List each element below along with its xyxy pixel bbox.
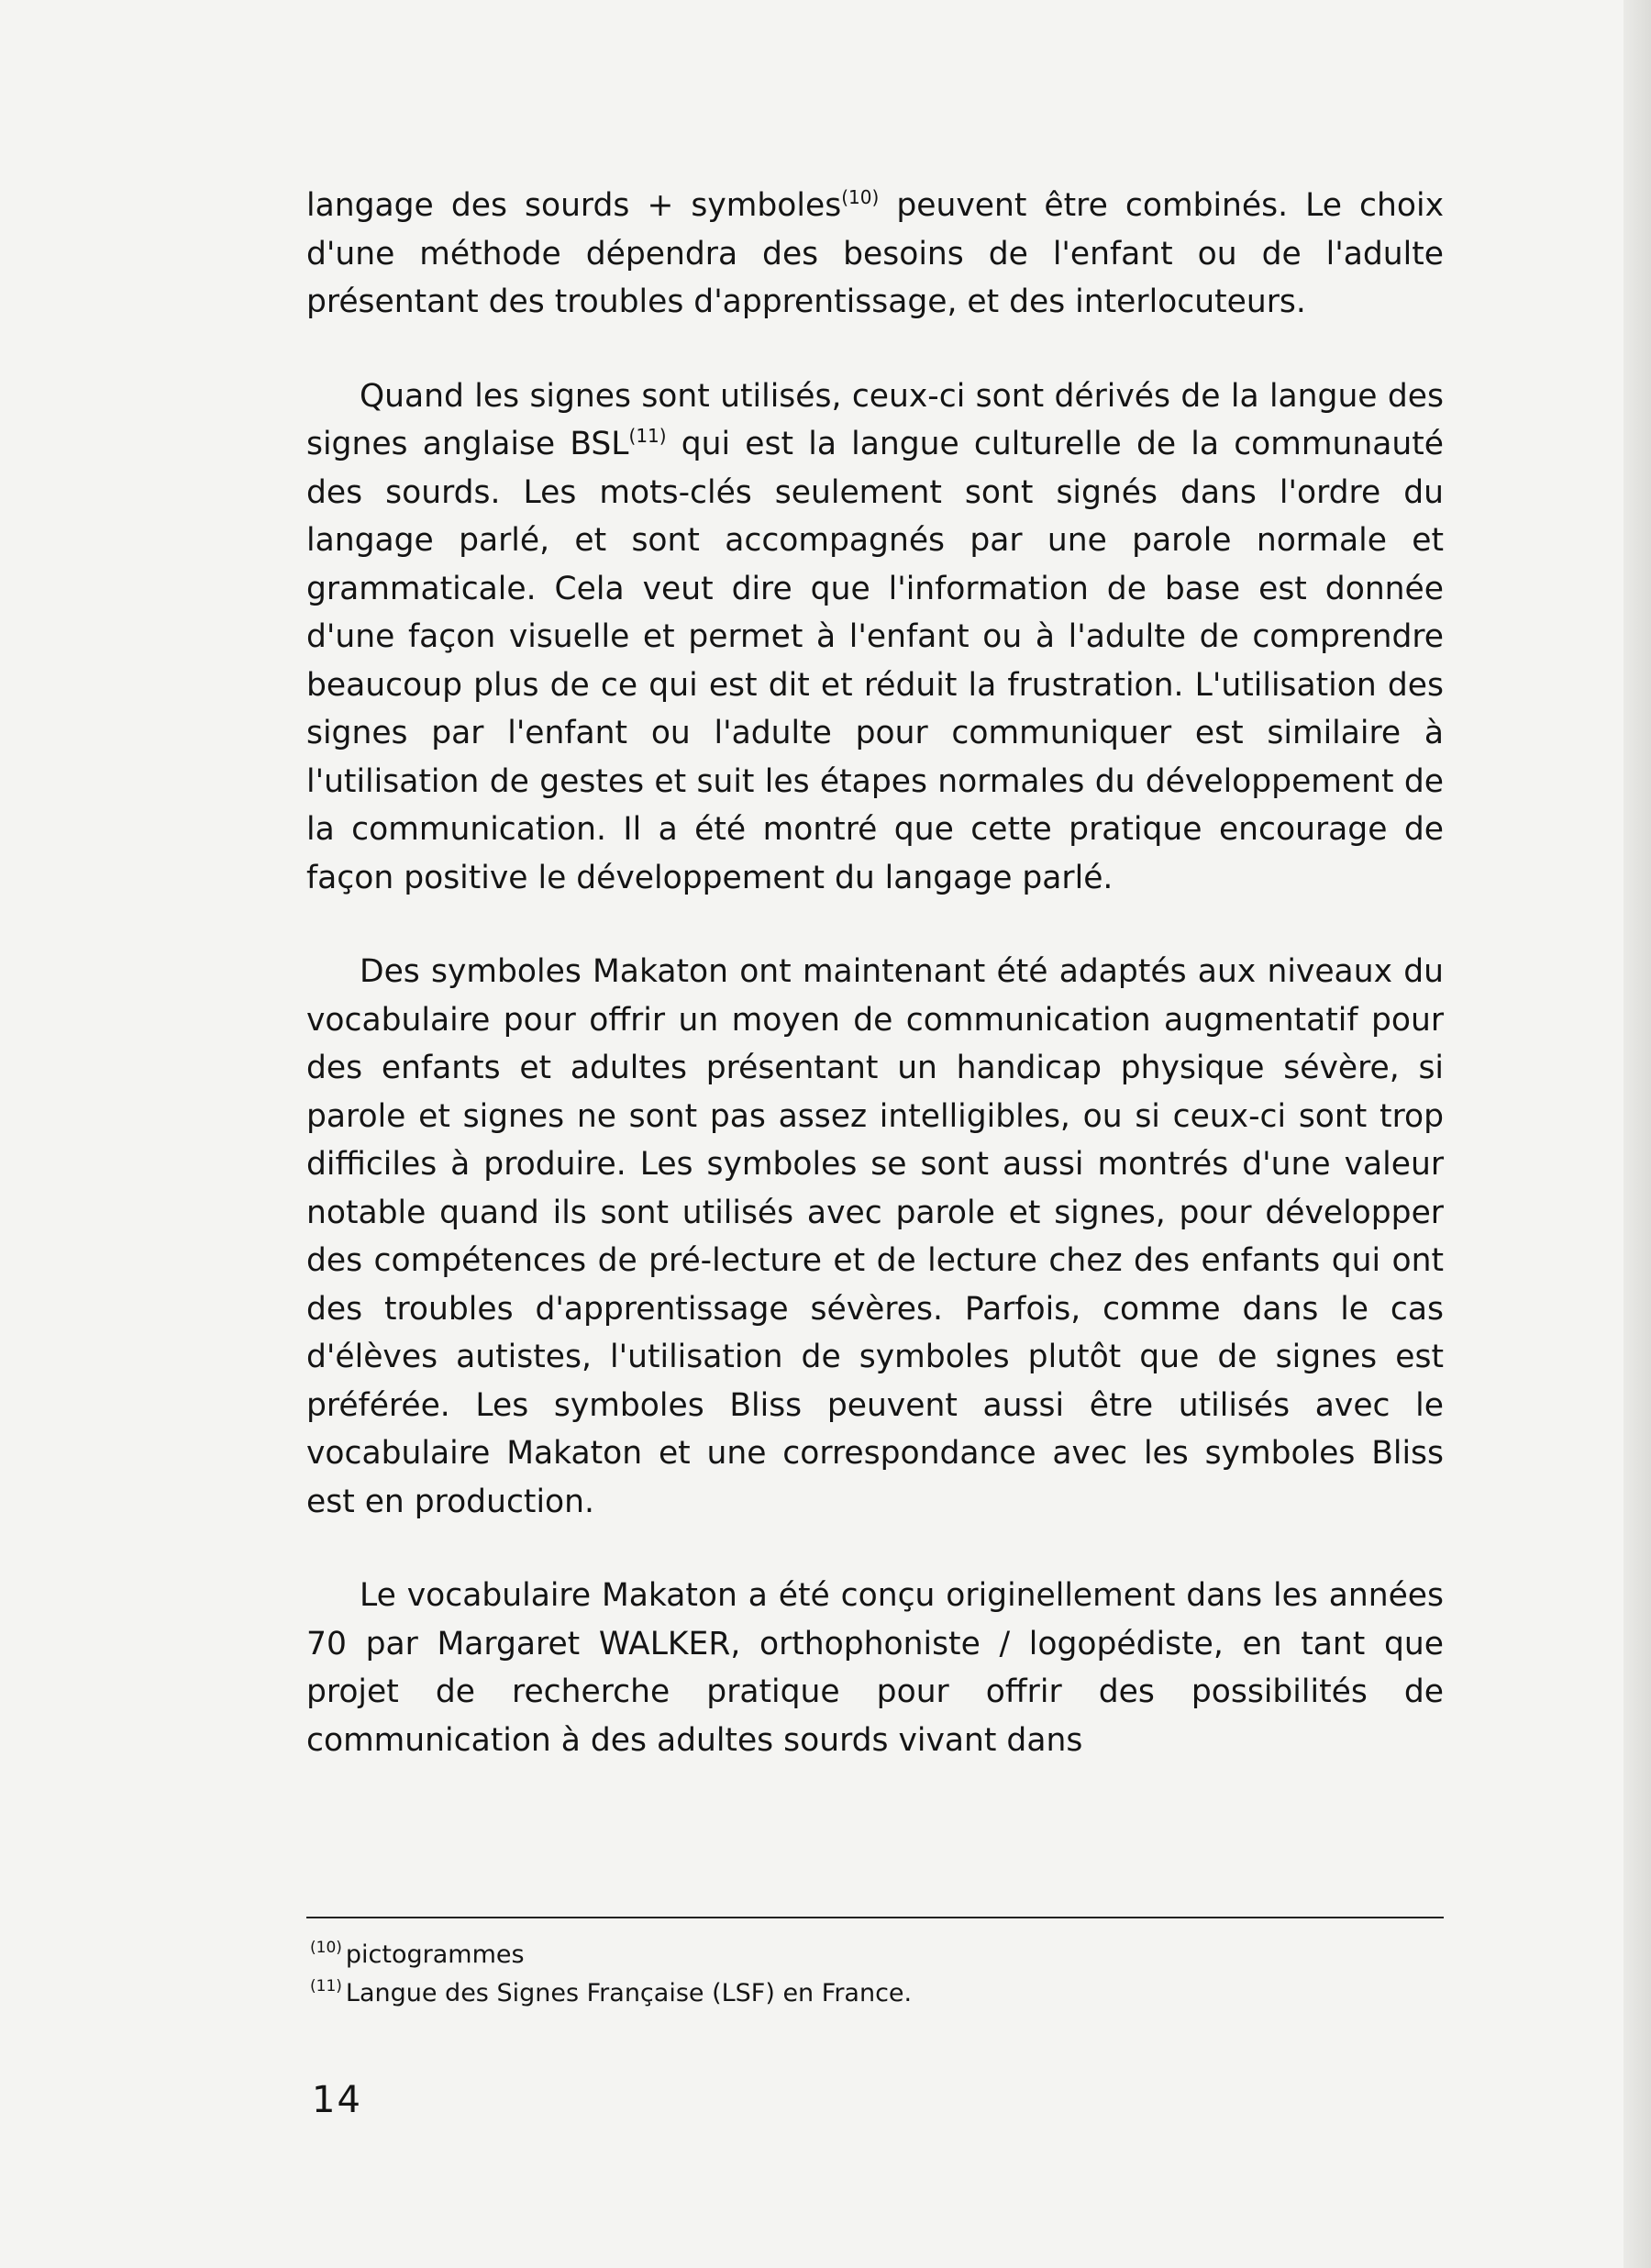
footnote-mark-10: (10) <box>310 1939 342 1957</box>
footnote-10 <box>310 1936 1438 1974</box>
paragraph-3 <box>306 948 1444 1526</box>
paragraph-1 <box>306 182 1444 327</box>
footnote-text-11: Langue des Signes Française (LSF) en France. <box>345 1979 913 2007</box>
footnote-mark-11: (11) <box>310 1977 342 1996</box>
body-text <box>306 182 1444 1810</box>
paragraph-2-text-a: Quand les signes sont utilisés, ceux-ci sont dérivés de la langue des signes anglaise BSL <box>306 377 1444 462</box>
footnote-text-10: pictogrammes <box>345 1940 525 1969</box>
paragraph-1-text-b: peuvent être combinés. Le choix d'une méthode dépendra des besoins de l'enfant ou de l'adulte présentant des troubles d'apprentissage, et des interlocuteurs. <box>306 187 1444 320</box>
footnote-11 <box>310 1974 1438 2013</box>
paragraph-4 <box>306 1572 1444 1764</box>
footnote-ref-11: (11) <box>628 425 667 447</box>
paragraph-1-text-a: langage des sourds + symboles <box>306 187 842 224</box>
footnotes <box>310 1936 1438 2013</box>
paragraph-3-text: Des symboles Makaton ont maintenant été adaptés aux niveaux du vocabulaire pour offrir un moyen de communication augmentatif pour des enfants et adultes présentant un handicap physique sévère, si parole et signes ne sont pas assez intelligibles, ou si ceux-ci sont trop difficiles à produire. Les symboles se sont aussi montrés d'une valeur notable quand ils sont utilisés avec parole et signes, pour développer des compétences de pré-lecture et de lecture chez des enfants qui ont des troubles d'apprentissage sévères. Parfois, comme dans le cas d'élèves autistes, l'utilisation de symboles plutôt que de signes est préférée. Les symboles Bliss peuvent aussi être utilisés avec le vocabulaire Makaton et une correspondance avec les symboles Bliss est en production. <box>306 953 1444 1520</box>
footnote-divider <box>306 1917 1444 1918</box>
page-number: 14 <box>312 2079 362 2121</box>
page-edge-shadow <box>1623 0 1651 2268</box>
paragraph-2 <box>306 372 1444 903</box>
paragraph-2-text-b: qui est la langue culturelle de la communauté des sourds. Les mots-clés seulement sont signés dans l'ordre du langage parlé, et sont accompagnés par une parole normale et grammaticale. Cela veut dire que l'information de base est donnée d'une façon visuelle et permet à l'enfant ou à l'adulte de comprendre beaucoup plus de ce qui est dit et réduit la frustration. L'utilisation des signes par l'enfant ou l'adulte pour communiquer est similaire à l'utilisation de gestes et suit les étapes normales du développement de la communication. Il a été montré que cette pratique encourage de façon positive le développement du langage parlé. <box>306 426 1444 896</box>
paragraph-4-text: Le vocabulaire Makaton a été conçu originellement dans les années 70 par Margaret WALKER, orthophoniste / logopédiste, en tant que projet de recherche pratique pour offrir des possibilités de communication à des adultes sourds vivant dans <box>306 1577 1444 1759</box>
footnote-ref-10: (10) <box>841 186 880 208</box>
